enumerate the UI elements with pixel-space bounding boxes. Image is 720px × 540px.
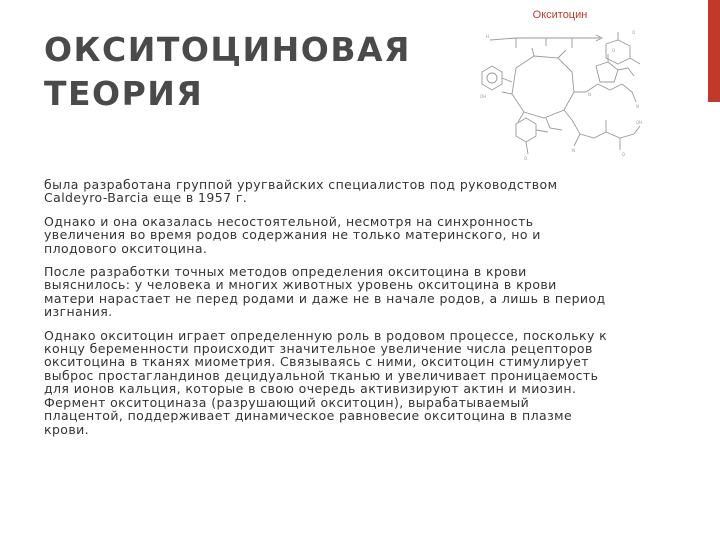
figure-caption: Окситоцин <box>532 9 588 21</box>
slide-title <box>44 28 444 116</box>
paragraph-1: была разработана группой уругвайских специалистов под руководством Caldeyro-Barcia еще в 1957 г. <box>44 177 558 206</box>
paragraph-3: После разработки точных методов определения окситоцина в крови выяснилось: у человека и многих животных уровень окситоцина в крови матери нарастает не перед родами и даже не в начале родов, а лишь в период изгнания. <box>44 264 606 320</box>
svg-text:O: O <box>524 156 528 160</box>
svg-text:O: O <box>632 30 636 35</box>
molecule-structure-icon <box>476 26 644 160</box>
body-text <box>44 178 610 446</box>
paragraph-4: Однако окситоцин играет определенную роль в родовом процессе, поскольку к концу беременности происходит значительное увеличение числа рецепторов окситоцина в тканях миометрия. Связываясь с ними, окситоцин стимулирует выброс простагландинов децидуальной тканью и увеличивает проницаемость для ионов кальция, которые в свою очередь активизируют актин и миозин. Фермент окситоциназа (разрушающий окситоцин), вырабатываемый плацентой, поддерживает динамическое равновесие окситоцина в плазме крови. <box>44 327 608 437</box>
title-line-1: ОКСИТОЦИНОВАЯ <box>44 30 411 69</box>
svg-text:N: N <box>572 148 575 153</box>
svg-text:OH: OH <box>636 120 643 125</box>
oxytocin-figure <box>470 4 650 162</box>
svg-text:O: O <box>622 152 626 157</box>
svg-text:H: H <box>486 34 490 39</box>
title-line-2: ТЕОРИЯ <box>44 74 204 113</box>
svg-text:N: N <box>636 104 639 109</box>
svg-text:O: O <box>612 48 616 53</box>
paragraph-2: Однако и она оказалась несостоятельной, несмотря на синхронность увеличения во время родов содержания не только материнского, но и плодового окситоцина. <box>44 213 541 256</box>
svg-text:OH: OH <box>480 94 487 99</box>
accent-bar <box>708 0 720 102</box>
svg-text:N: N <box>588 92 591 97</box>
